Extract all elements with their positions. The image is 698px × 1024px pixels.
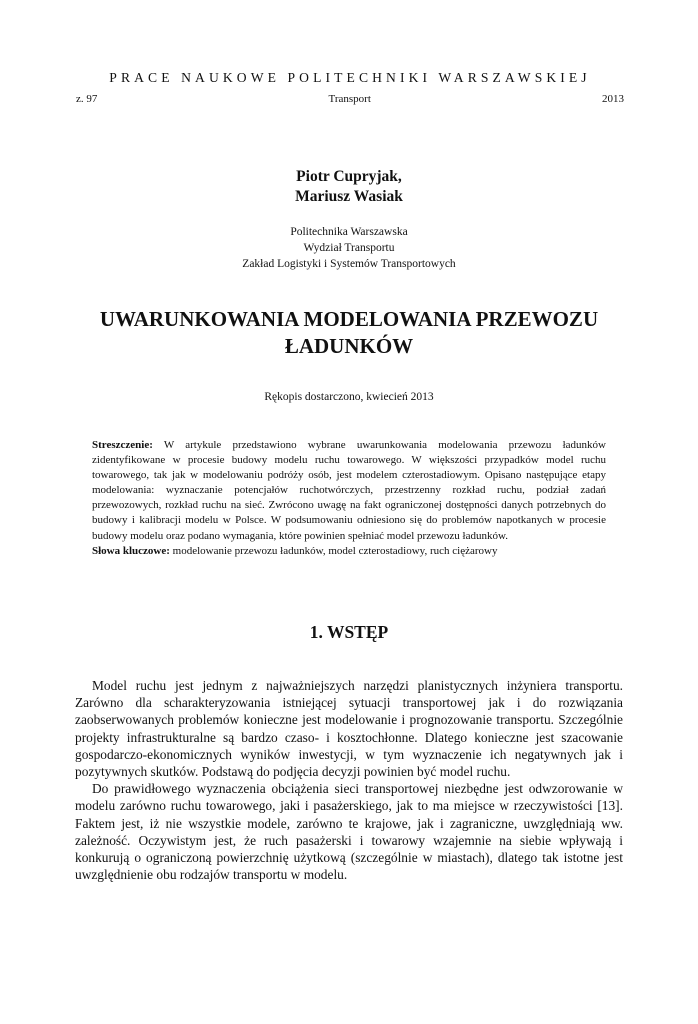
section-heading: 1. WSTĘP [309, 622, 389, 642]
keywords-label: Słowa kluczowe: [92, 544, 170, 557]
abstract-block [92, 438, 606, 559]
affiliation-block [0, 224, 698, 272]
affiliation-department: Zakład Logistyki i Systemów Transportowych [242, 258, 456, 270]
received-date: Rękopis dostarczono, kwiecień 2013 [264, 391, 434, 403]
author-2: Mariusz Wasiak [295, 188, 403, 205]
issue-number: z. 97 [76, 93, 98, 105]
body-paragraph-1: Model ruchu jest jednym z najważniejszych narzędzi planistycznych inżyniera transportu. Zarówno dla scharakteryzowania istniejącej sytuacji transportowej jak i do rozwiązania zaobserwowanych problemów konieczne jest modelowanie i prognozowanie transportu. Szczególnie projekty infrastrukturalne są bardzo czaso- i kosztochłonne. Dlatego konieczne jest szacowanie gospodarczo-ekonomicznych wyników inwestycji, w tym wyznaczenie ich negatywnych jak i pozytywnych skutków. Podstawą do podjęcia decyzji powinien być model ruchu. [75, 678, 623, 780]
body-paragraph-2: Do prawidłowego wyznaczenia obciążenia sieci transportowej niezbędne jest odwzorowanie w modelu zarówno ruchu towarowego, jaki i pasażerskiego, jak to ma miejsce w rzeczywistości [13]. Faktem jest, iż nie wszystkie modele, zarówno te krajowe, jak i zagraniczne, uwzględniają ww. zależność. Oczywistym jest, że ruch pasażerski i towarowy wzajemnie na siebie wpływają i konkurują o ograniczoną powierzchnię użytkową (szczególnie w miastach), dlatego tak istotne jest uwzględnienie obu rodzajów transportu w modelu. [75, 781, 623, 883]
abstract-text: W artykule przedstawiono wybrane uwarunkowania modelowania przewozu ładunków zidentyfikowane w procesie budowy modelu ruchu towarowego. W większości przypadków model ruchu towarowego, tak jak w modelowaniu podróży osób, jest modelem czterostadiowym. Opisano następujące etapy modelowania: wyznaczanie potencjałów ruchotwórczych, przestrzenny rozkład ruchu, podział zadań przewozowych, rozkład ruchu na sieć. Zwrócono uwagę na fakt ograniczonej dostępności danych potrzebnych do budowy i kalibracji modelu w Polsce. W podsumowaniu odniesiono się do problemów napotkanych w procesie budowy modelu oraz podano wymagania, które powinien spełniać model przewozu ładunków. [92, 439, 606, 542]
journal-name: PRACE NAUKOWE POLITECHNIKI WARSZAWSKIEJ [109, 70, 591, 85]
article-title-line-1: UWARUNKOWANIA MODELOWANIA PRZEWOZU [99, 307, 599, 331]
authors-block [0, 167, 698, 207]
keywords-text: modelowanie przewozu ładunków, model czterostadiowy, ruch ciężarowy [169, 544, 498, 557]
journal-meta-row [76, 93, 624, 105]
publication-year: 2013 [602, 93, 624, 105]
section-body [75, 677, 623, 883]
abstract-label: Streszczenie: [92, 439, 153, 451]
keywords-paragraph [92, 544, 606, 559]
journal-series: Transport [328, 93, 371, 105]
affiliation-faculty: Wydział Transportu [303, 242, 395, 254]
article-title [40, 306, 658, 360]
abstract-paragraph [92, 438, 606, 544]
article-title-line-2: ŁADUNKÓW [284, 334, 414, 358]
affiliation-university: Politechnika Warszawska [290, 226, 408, 238]
author-1: Piotr Cupryjak, [296, 168, 402, 185]
